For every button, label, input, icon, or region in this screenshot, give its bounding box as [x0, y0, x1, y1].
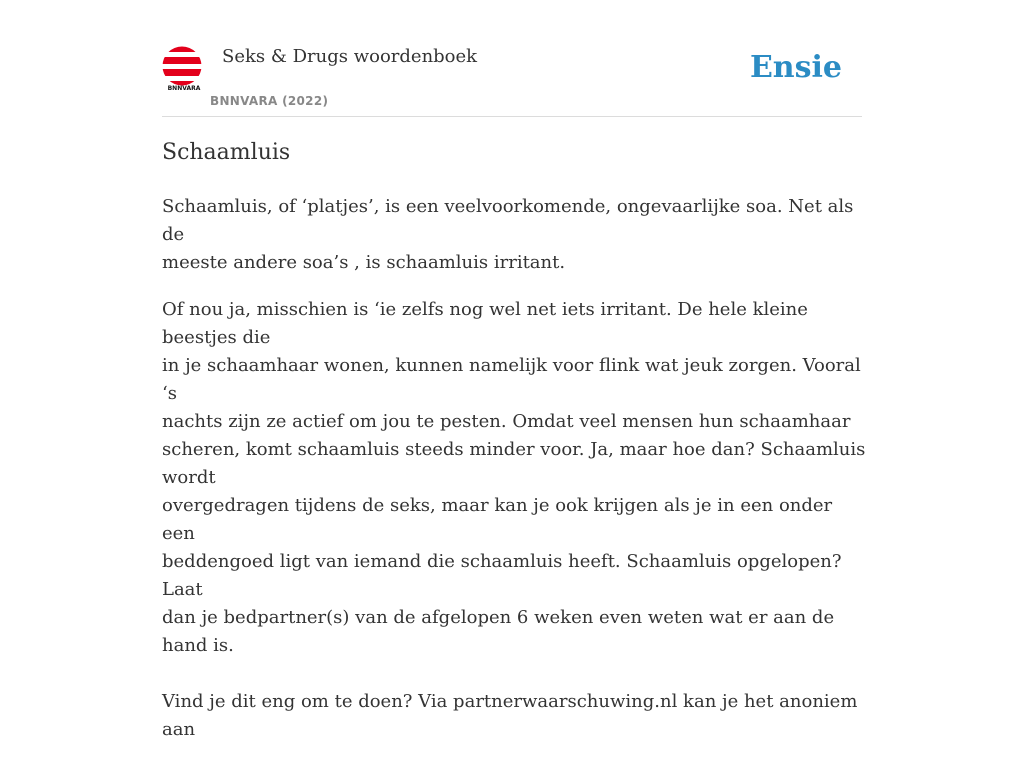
entry-paragraph: Of nou ja, misschien is ‘ie zelfs nog wel net iets irritant. De hele kleine beestjes die in je schaamhaar wonen, kunnen namelijk voor flink wat jeuk zorgen. Vooral ‘s nachts zijn ze actief om jou te pesten. Omdat veel mensen hun schaamhaar scheren, komt schaamluis steeds minder voor. Ja, maar hoe dan? Schaamluis wordt overgedragen tijdens de seks, maar kan je ook krijgen als je in een onder een beddengoed ligt van iemand die schaamluis heeft. Schaamluis opgelopen? Laat dan je bedpartner(s) van de afgelopen 6 weken even weten wat er aan de hand is.: [162, 299, 866, 656]
entry-body: [162, 193, 866, 763]
source-title[interactable]: Seks & Drugs woordenboek: [222, 46, 478, 67]
logo-text: BNNVARA: [167, 85, 201, 92]
source-header: [162, 40, 862, 117]
ensie-brand-logo[interactable]: Ensie: [749, 50, 842, 85]
bnnvara-logo[interactable]: [162, 46, 202, 92]
entry-paragraph: Schaamluis, of ‘platjes’, is een veelvoorkomende, ongevaarlijke soa. Net als de meeste andere soa’s , is schaamluis irritant.: [162, 196, 854, 273]
entry-title: Schaamluis: [162, 140, 291, 165]
source-publisher-year: BNNVARA (2022): [210, 94, 329, 108]
entry-paragraph: Vind je dit eng om te doen? Via partnerwaarschuwing.nl kan je het anoniem aan: [162, 691, 858, 740]
